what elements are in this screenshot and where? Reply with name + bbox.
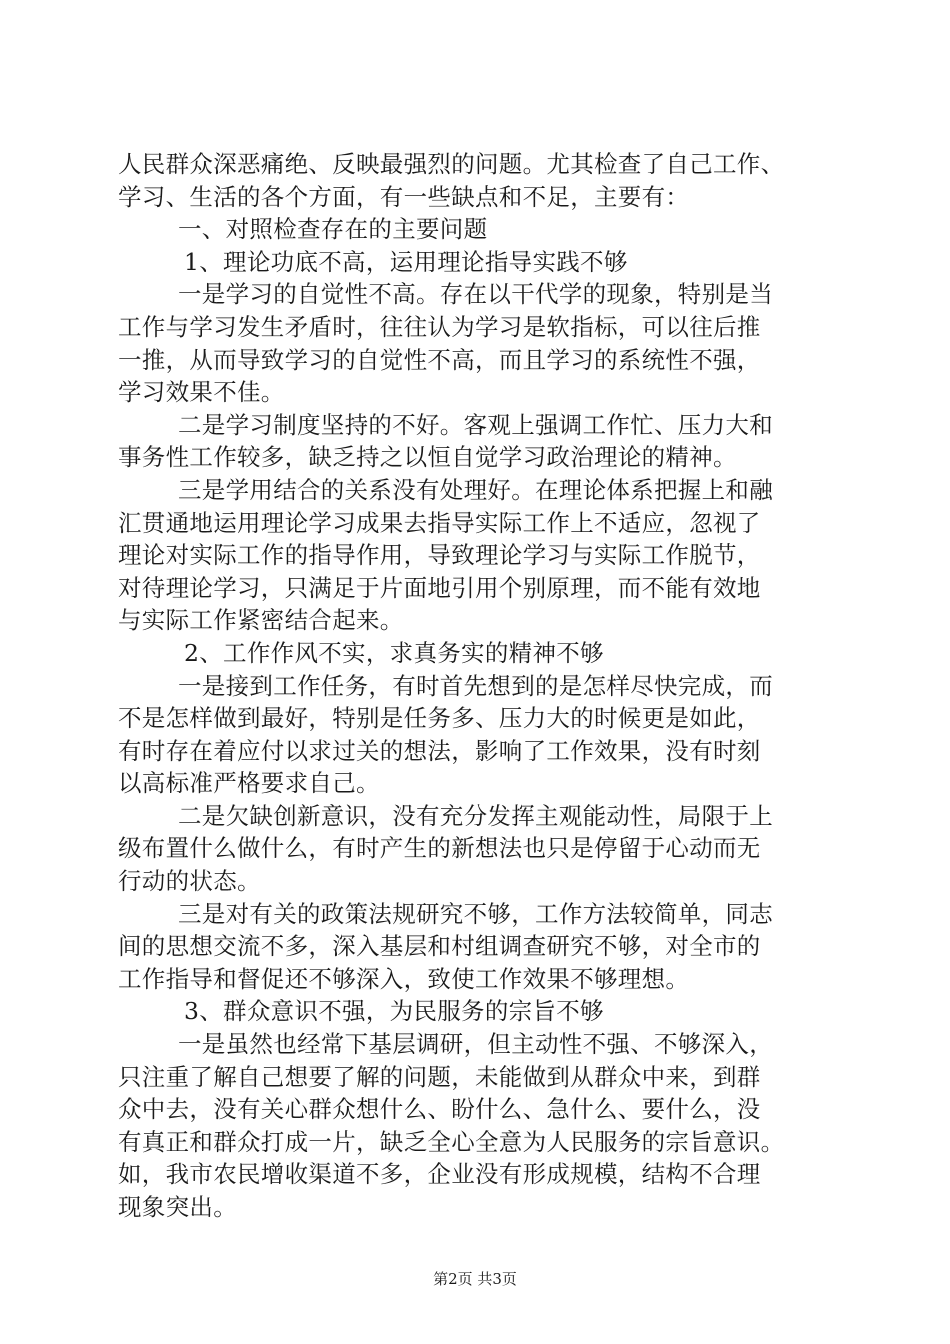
text-line: 以高标准严格要求自己。 [118,769,380,798]
text-line: 学习、生活的各个方面，有一些缺点和不足，主要有： [118,182,690,211]
text-line: 2、工作作风不实，求真务实的精神不够 [184,638,604,667]
text-line: 工作指导和督促还不够深入，致使工作效果不够理想。 [118,964,690,993]
text-line: 一是学习的自觉性不高。存在以干代学的现象，特别是当 [178,280,773,309]
text-line: 三是学用结合的关系没有处理好。在理论体系把握上和融 [178,475,773,504]
text-line: 众中去，没有关心群众想什么、盼什么、急什么、要什么，没 [118,1095,761,1124]
text-line: 二是欠缺创新意识，没有充分发挥主观能动性，局限于上 [178,801,773,830]
text-line: 二是学习制度坚持的不好。客观上强调工作忙、压力大和 [178,410,773,439]
document-page [118,0,840,1344]
text-line: 一推，从而导致学习的自觉性不高，而且学习的系统性不强， [118,345,761,374]
text-line: 间的思想交流不多，深入基层和村组调查研究不够，对全市的 [118,932,761,961]
text-line: 一是接到工作任务，有时首先想到的是怎样尽快完成，而 [178,671,773,700]
text-line: 行动的状态。 [118,867,261,896]
text-line: 人民群众深恶痛绝、反映最强烈的问题。尤其检查了自己工作、 [118,150,785,178]
text-line: 与实际工作紧密结合起来。 [118,606,404,635]
text-line: 对待理论学习，只满足于片面地引用个别原理，而不能有效地 [118,573,761,602]
text-line: 三是对有关的政策法规研究不够，工作方法较简单，同志 [178,899,773,928]
text-line: 级布置什么做什么，有时产生的新想法也只是停留于心动而无 [118,834,761,863]
text-line: 汇贯通地运用理论学习成果去指导实际工作上不适应，忽视了 [118,508,761,537]
text-line: 事务性工作较多，缺乏持之以恒自觉学习政治理论的精神。 [118,443,737,472]
text-line: 只注重了解自己想要了解的问题，未能做到从群众中来，到群 [118,1062,761,1091]
text-line: 有真正和群众打成一片，缺乏全心全意为人民服务的宗旨意识。 [118,1127,785,1156]
page-footer: 第2页 共3页 [433,1270,517,1288]
text-line: 1、理论功底不高，运用理论指导实践不够 [184,247,628,276]
text-line: 3、群众意识不强，为民服务的宗旨不够 [184,997,604,1026]
text-line: 一、对照检查存在的主要问题 [178,215,488,244]
document-body [118,148,840,1224]
text-line: 工作与学习发生矛盾时，往往认为学习是软指标，可以往后推 [118,312,761,341]
text-line: 理论对实际工作的指导作用，导致理论学习与实际工作脱节， [118,541,761,570]
text-line: 有时存在着应付以求过关的想法，影响了工作效果，没有时刻 [118,736,761,765]
text-line: 如，我市农民增收渠道不多，企业没有形成规模，结构不合理 [118,1160,761,1189]
text-line: 一是虽然也经常下基层调研，但主动性不强、不够深入， [178,1030,773,1059]
text-line: 不是怎样做到最好，特别是任务多、压力大的时候更是如此， [118,704,761,733]
text-line: 学习效果不佳。 [118,378,285,407]
text-line: 现象突出。 [118,1193,237,1221]
